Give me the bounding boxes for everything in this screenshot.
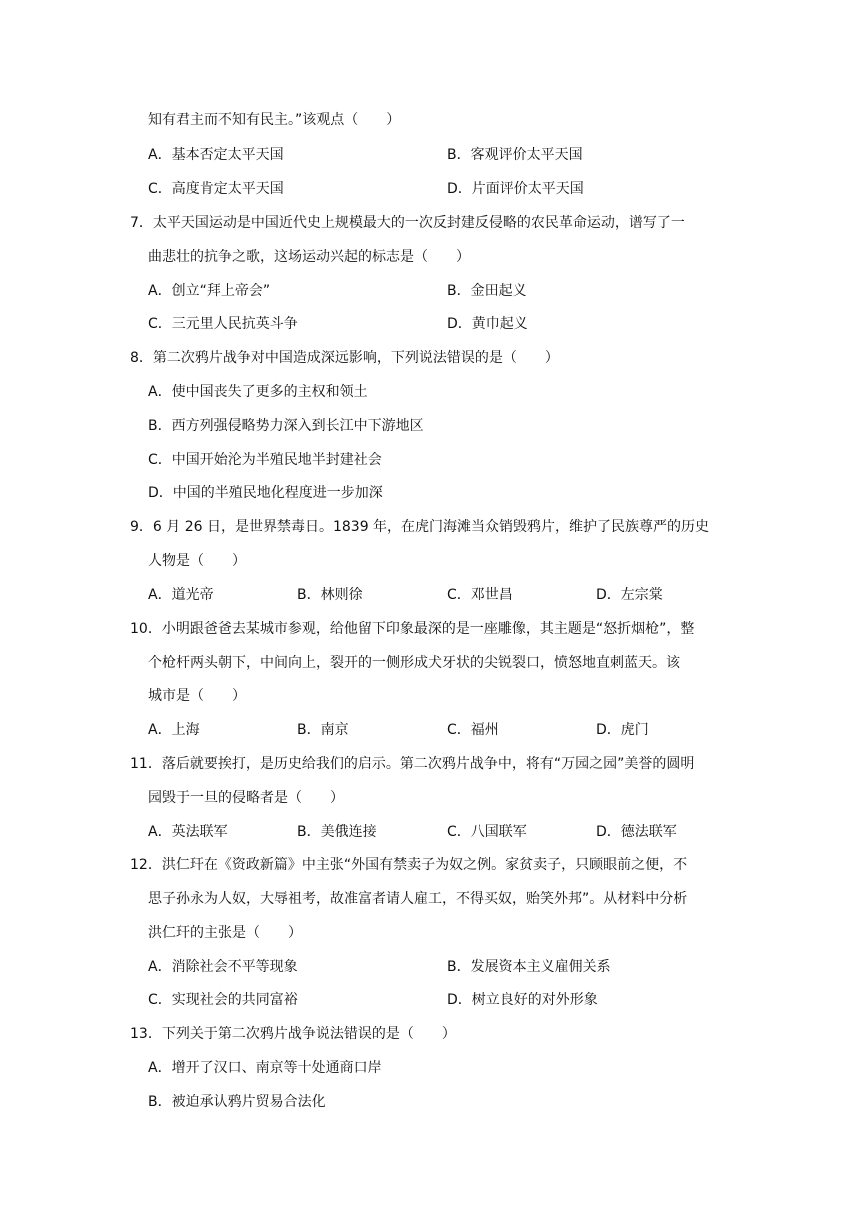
option-b: B．林则徐 [297,587,363,603]
question-10-stem-cont: 城市是（ ） [148,688,246,704]
question-8-stem: 8．第二次鸦片战争对中国造成深远影响，下列说法错误的是（ ） [130,350,559,366]
question-7-stem-cont: 曲悲壮的抗争之歌，这场运动兴起的标志是（ ） [148,249,470,265]
question-9-stem-cont: 人物是（ ） [148,553,246,569]
option-b: B．被迫承认鸦片贸易合法化 [148,1094,326,1110]
question-12-stem-cont: 思子孙永为人奴，大辱祖考，故准富者请人雇工，不得买奴，贻笑外邦”。从材料中分析 [148,891,688,907]
question-12-stem: 12．洪仁玕在《资政新篇》中主张“外国有禁卖子为奴之例。家贫卖子，只顾眼前之便，不 [130,857,688,873]
question-7-stem: 7．太平天国运动是中国近代史上规模最大的一次反封建反侵略的农民革命运动，谱写了一 [130,215,685,231]
option-d: D．树立良好的对外形象 [447,992,598,1008]
option-d: D．左宗棠 [596,587,663,603]
option-a: A．道光帝 [148,587,214,603]
option-c: C．高度肯定太平天国 [148,181,284,197]
question-11-stem-cont: 园毁于一旦的侵略者是（ ） [148,790,344,806]
option-d: D．黄巾起义 [447,316,528,332]
option-c: C．邓世昌 [447,587,513,603]
option-a: A．使中国丧失了更多的主权和领土 [148,384,368,400]
option-d: D．中国的半殖民地化程度进一步加深 [148,485,383,501]
option-c: C．中国开始沦为半殖民地半封建社会 [148,452,382,468]
question-10-stem: 10．小明跟爸爸去某城市参观，给他留下印象最深的是一座雕像，其主题是“怒折烟枪”，整 [130,621,695,637]
option-b: B．南京 [297,722,349,738]
option-a: A．消除社会不平等现象 [148,959,298,975]
option-c: C．实现社会的共同富裕 [148,992,298,1008]
option-d: D．片面评价太平天国 [447,181,584,197]
option-b: B．金田起义 [447,283,527,299]
option-c: C．三元里人民抗英斗争 [148,316,298,332]
option-d: D．虎门 [596,722,649,738]
option-a: A．增开了汉口、南京等十处通商口岸 [148,1060,382,1076]
question-9-stem: 9．6 月 26 日，是世界禁毒日。1839 年，在虎门海滩当众销毁鸦片，维护了民族尊严的历史 [130,519,710,535]
option-d: D．德法联军 [596,824,677,840]
question-11-stem: 11．落后就要挨打，是历史给我们的启示。第二次鸦片战争中，将有“万园之园”美誉的圆明 [130,756,695,772]
option-b: B．发展资本主义雇佣关系 [447,959,611,975]
option-c: C．八国联军 [447,824,527,840]
option-a: A．基本否定太平天国 [148,147,284,163]
option-b: B．西方列强侵略势力深入到长江中下游地区 [148,418,424,434]
question-6-stem-end: 知有君主而不知有民主。”该观点（ ） [148,112,401,128]
option-b: B．客观评价太平天国 [447,147,583,163]
question-12-stem-cont: 洪仁玕的主张是（ ） [148,925,302,941]
question-10-stem-cont: 个枪杆两头朝下，中间向上，裂开的一侧形成犬牙状的尖锐裂口，愤怒地直刺蓝天。该 [148,655,680,671]
question-13-stem: 13．下列关于第二次鸦片战争说法错误的是（ ） [130,1026,456,1042]
option-b: B．美俄连接 [297,824,377,840]
option-a: A．英法联军 [148,824,228,840]
option-a: A．上海 [148,722,200,738]
option-c: C．福州 [447,722,499,738]
option-a: A．创立“拜上帝会” [148,283,271,299]
